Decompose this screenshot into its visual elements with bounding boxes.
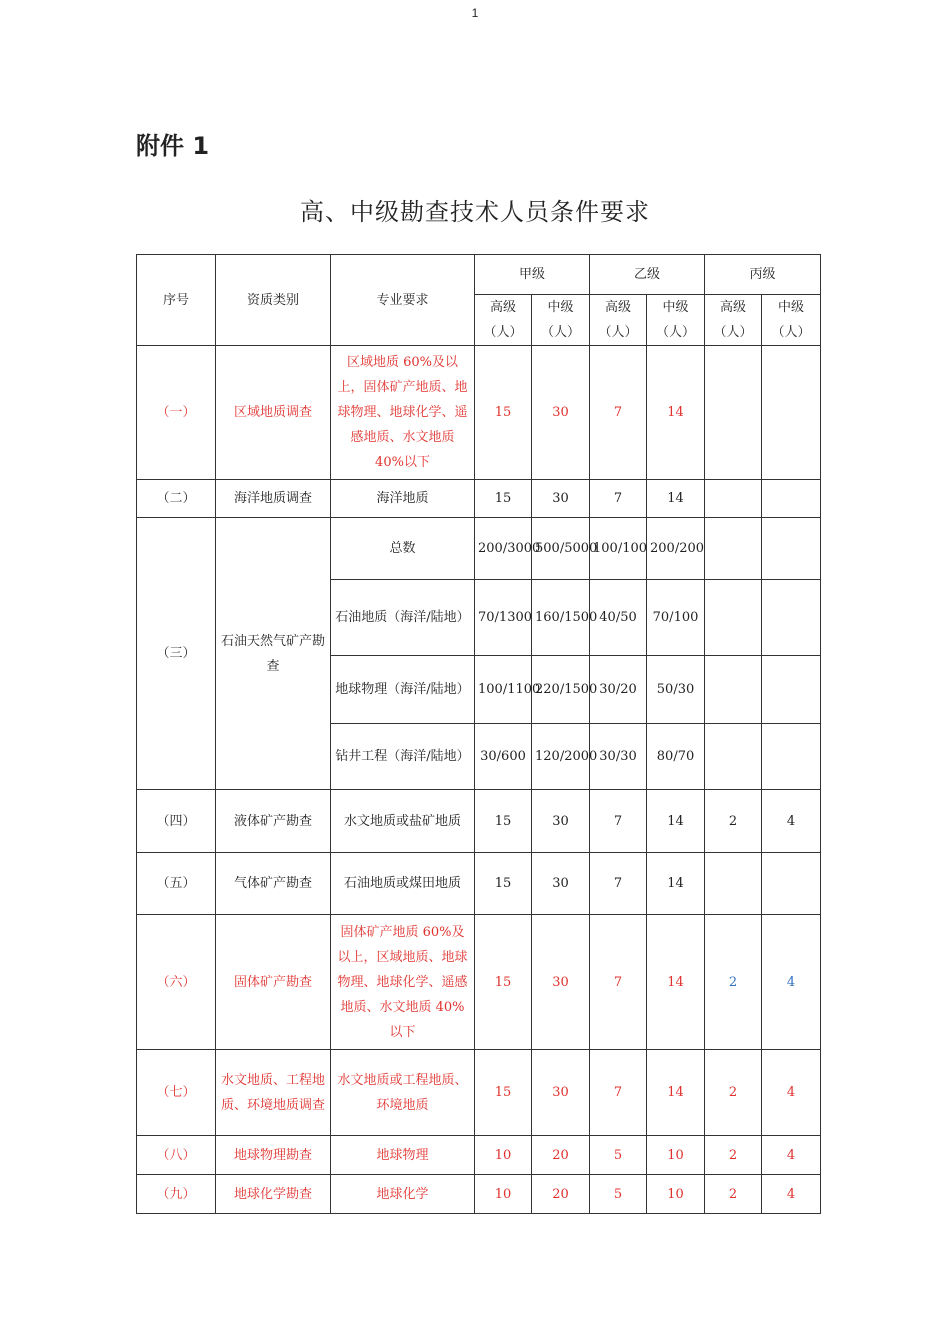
row-category: 水文地质、工程地质、环境地质调查 [216,1050,331,1136]
header-senior: 高级（人） [475,295,532,346]
cell-a-middle: 220/1500 [532,656,590,724]
table-row [137,915,821,1050]
cell-a-senior: 200/3000 [475,518,532,580]
cell-a-middle: 30 [532,790,590,853]
row-seq: （七） [137,1050,216,1136]
table-row [137,853,821,915]
cell-c-senior: 2 [705,1175,762,1214]
row-requirement: 总数 [331,518,475,580]
cell-c-middle [762,656,821,724]
cell-a-middle: 30 [532,480,590,518]
cell-a-senior: 100/1100 [475,656,532,724]
cell-b-middle: 14 [647,790,705,853]
cell-b-middle: 70/100 [647,580,705,656]
row-category: 气体矿产勘查 [216,853,331,915]
cell-a-senior: 15 [475,853,532,915]
header-requirement: 专业要求 [331,255,475,346]
cell-c-senior [705,724,762,790]
page-number: 1 [471,6,479,20]
cell-c-senior: 2 [705,915,762,1050]
cell-a-middle: 30 [532,853,590,915]
cell-c-senior [705,480,762,518]
cell-a-middle: 120/2000 [532,724,590,790]
cell-a-middle: 20 [532,1175,590,1214]
cell-b-senior: 7 [590,480,647,518]
cell-a-senior: 15 [475,1050,532,1136]
cell-a-middle: 30 [532,915,590,1050]
cell-c-senior: 2 [705,790,762,853]
cell-c-senior: 2 [705,1136,762,1175]
row-requirement: 区域地质 60%及以上，固体矿产地质、地球物理、地球化学、遥感地质、水文地质 40%以下 [331,346,475,480]
table-row [137,518,821,580]
header-grade-c: 丙级 [705,255,821,295]
cell-a-senior: 10 [475,1136,532,1175]
cell-a-senior: 15 [475,915,532,1050]
cell-c-middle [762,518,821,580]
row-requirement: 石油地质（海洋/陆地） [331,580,475,656]
cell-b-middle: 14 [647,480,705,518]
cell-a-middle: 30 [532,1050,590,1136]
row-seq: （五） [137,853,216,915]
header-seq: 序号 [137,255,216,346]
cell-a-middle: 20 [532,1136,590,1175]
row-requirement: 水文地质或盐矿地质 [331,790,475,853]
cell-b-middle: 10 [647,1175,705,1214]
cell-c-middle: 4 [762,1050,821,1136]
row-requirement: 海洋地质 [331,480,475,518]
cell-c-middle [762,480,821,518]
cell-b-senior: 7 [590,1050,647,1136]
header-middle: 中级（人） [532,295,590,346]
cell-b-middle: 200/200 [647,518,705,580]
row-category: 区域地质调查 [216,346,331,480]
cell-b-middle: 10 [647,1136,705,1175]
cell-b-senior: 7 [590,790,647,853]
header-row [137,255,821,295]
cell-b-senior: 100/100 [590,518,647,580]
cell-b-senior: 40/50 [590,580,647,656]
cell-c-senior: 2 [705,1050,762,1136]
cell-c-middle [762,853,821,915]
cell-c-middle: 4 [762,915,821,1050]
header-senior: 高级（人） [590,295,647,346]
row-requirement: 钻井工程（海洋/陆地） [331,724,475,790]
cell-c-middle [762,346,821,480]
cell-a-senior: 15 [475,790,532,853]
cell-c-middle: 4 [762,1175,821,1214]
cell-a-middle: 160/1500 [532,580,590,656]
header-grade-b: 乙级 [590,255,705,295]
row-category: 地球物理勘查 [216,1136,331,1175]
table-row [137,480,821,518]
cell-b-middle: 14 [647,346,705,480]
row-requirement: 石油地质或煤田地质 [331,853,475,915]
row-seq: （二） [137,480,216,518]
cell-c-middle: 4 [762,790,821,853]
table-row [137,346,821,480]
row-seq: （四） [137,790,216,853]
cell-c-middle [762,724,821,790]
cell-b-senior: 7 [590,853,647,915]
requirements-table [136,254,821,1214]
header-grade-a: 甲级 [475,255,590,295]
cell-b-senior: 30/20 [590,656,647,724]
table-row [137,1050,821,1136]
header-middle: 中级（人） [762,295,821,346]
cell-a-senior: 30/600 [475,724,532,790]
cell-b-senior: 5 [590,1136,647,1175]
cell-a-middle: 500/5000 [532,518,590,580]
page-title: 高、中级勘查技术人员条件要求 [300,198,650,226]
cell-b-senior: 5 [590,1175,647,1214]
cell-c-middle [762,580,821,656]
cell-c-senior [705,656,762,724]
row-seq: （八） [137,1136,216,1175]
cell-c-senior [705,346,762,480]
cell-c-senior [705,853,762,915]
row-seq: （三） [137,518,216,790]
cell-b-middle: 14 [647,915,705,1050]
cell-a-senior: 15 [475,480,532,518]
row-category: 液体矿产勘查 [216,790,331,853]
row-category: 海洋地质调查 [216,480,331,518]
row-category: 固体矿产勘查 [216,915,331,1050]
cell-b-middle: 14 [647,853,705,915]
row-requirement: 地球物理 [331,1136,475,1175]
row-category: 地球化学勘查 [216,1175,331,1214]
header-category: 资质类别 [216,255,331,346]
row-requirement: 地球物理（海洋/陆地） [331,656,475,724]
row-requirement: 地球化学 [331,1175,475,1214]
cell-b-middle: 50/30 [647,656,705,724]
cell-a-senior: 10 [475,1175,532,1214]
row-category: 石油天然气矿产勘查 [216,518,331,790]
table-row [137,1136,821,1175]
cell-b-senior: 7 [590,915,647,1050]
row-seq: （九） [137,1175,216,1214]
cell-a-middle: 30 [532,346,590,480]
table-row [137,790,821,853]
cell-c-senior [705,518,762,580]
cell-b-middle: 14 [647,1050,705,1136]
cell-b-senior: 30/30 [590,724,647,790]
row-seq: （一） [137,346,216,480]
cell-c-middle: 4 [762,1136,821,1175]
cell-a-senior: 70/1300 [475,580,532,656]
row-seq: （六） [137,915,216,1050]
attachment-label: 附件 1 [136,132,210,160]
row-requirement: 水文地质或工程地质、环境地质 [331,1050,475,1136]
table-row [137,1175,821,1214]
row-requirement: 固体矿产地质 60%及以上，区域地质、地球物理、地球化学、遥感地质、水文地质 40%以下 [331,915,475,1050]
cell-a-senior: 15 [475,346,532,480]
cell-b-senior: 7 [590,346,647,480]
header-middle: 中级（人） [647,295,705,346]
cell-c-senior [705,580,762,656]
header-senior: 高级（人） [705,295,762,346]
cell-b-middle: 80/70 [647,724,705,790]
